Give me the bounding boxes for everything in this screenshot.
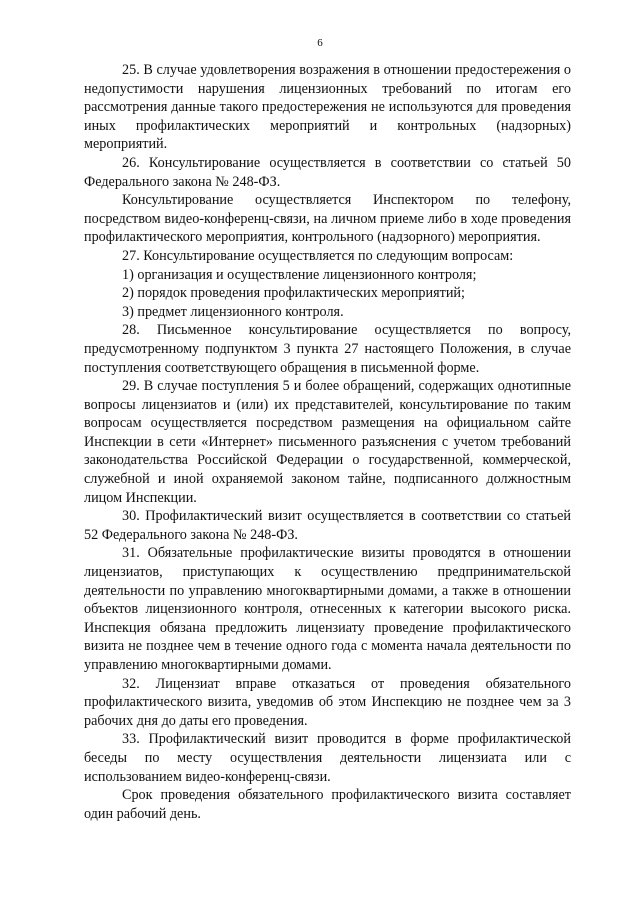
paragraph-26: 26. Консультирование осуществляется в соответствии со статьей 50 Федерального закона № 248-ФЗ. (84, 154, 571, 190)
paragraph-28: 28. Письменное консультирование осуществляется по вопросу, предусмотренному подпунктом 3 пункта 27 настоящего Положения, в случае поступления соответствующего обращения в письменной форме. (84, 322, 571, 376)
paragraph-32: 32. Лицензиат вправе отказаться от проведения обязательного профилактического визита, уведомив об этом Инспекцию не позднее чем за 3 рабочих дня до даты его проведения. (84, 675, 571, 729)
page-number: 6 (317, 37, 323, 49)
paragraph-33: 33. Профилактический визит проводится в форме профилактической беседы по месту осуществления деятельности лицензиата или с использованием видео-конференц-связи. (84, 731, 571, 785)
paragraph-33-duration: Срок проведения обязательного профилактического визита составляет один рабочий день. (84, 787, 571, 822)
paragraph-30: 30. Профилактический визит осуществляется в соответствии со статьей 52 Федерального закона № 248-ФЗ. (84, 508, 571, 543)
document-body (84, 61, 571, 823)
paragraph-27: 27. Консультирование осуществляется по следующим вопросам: (122, 247, 514, 264)
paragraph-31: 31. Обязательные профилактические визиты проводятся в отношении лицензиатов, приступающих к осуществлению предпринимательской деятельности по управлению многоквартирными домами, а также в отношении объектов лицензионного контроля, отнесенных к категории высокого риска. Инспекция обязана предложить лицензиату проведение профилактического визита не позднее чем в течение одного года с момента начала деятельности по управлению многоквартирными домами. (84, 545, 571, 673)
paragraph-26-consultation-methods: Консультирование осуществляется Инспектором по телефону, посредством видео-конференц-связи, на личном приеме либо в ходе проведения профилактического мероприятия, контрольного (надзорного) мероприятия. (84, 192, 571, 246)
paragraph-25: 25. В случае удовлетворения возражения в отношении предостережения о недопустимости нарушения лицензионных требований по итогам его рассмотрения данные такого предостережения не используются для проведения иных профилактических мероприятий и контрольных (надзорных) мероприятий. (84, 62, 571, 153)
list-item-27-2: 2) порядок проведения профилактических мероприятий; (122, 285, 465, 302)
paragraph-29: 29. В случае поступления 5 и более обращений, содержащих однотипные вопросы лицензиатов и (или) их представителей, консультирование по таким вопросам осуществляется посредством размещения на официальном сайте Инспекции в сети «Интернет» письменного разъяснения с учетом требований законодательства Российской Федерации о государственной, коммерческой, служебной и иной охраняемой законом тайне, подписанного должностным лицом Инспекции. (84, 378, 571, 506)
list-item-27-1: 1) организация и осуществление лицензионного контроля; (122, 266, 477, 283)
list-item-27-3: 3) предмет лицензионного контроля. (122, 303, 344, 320)
